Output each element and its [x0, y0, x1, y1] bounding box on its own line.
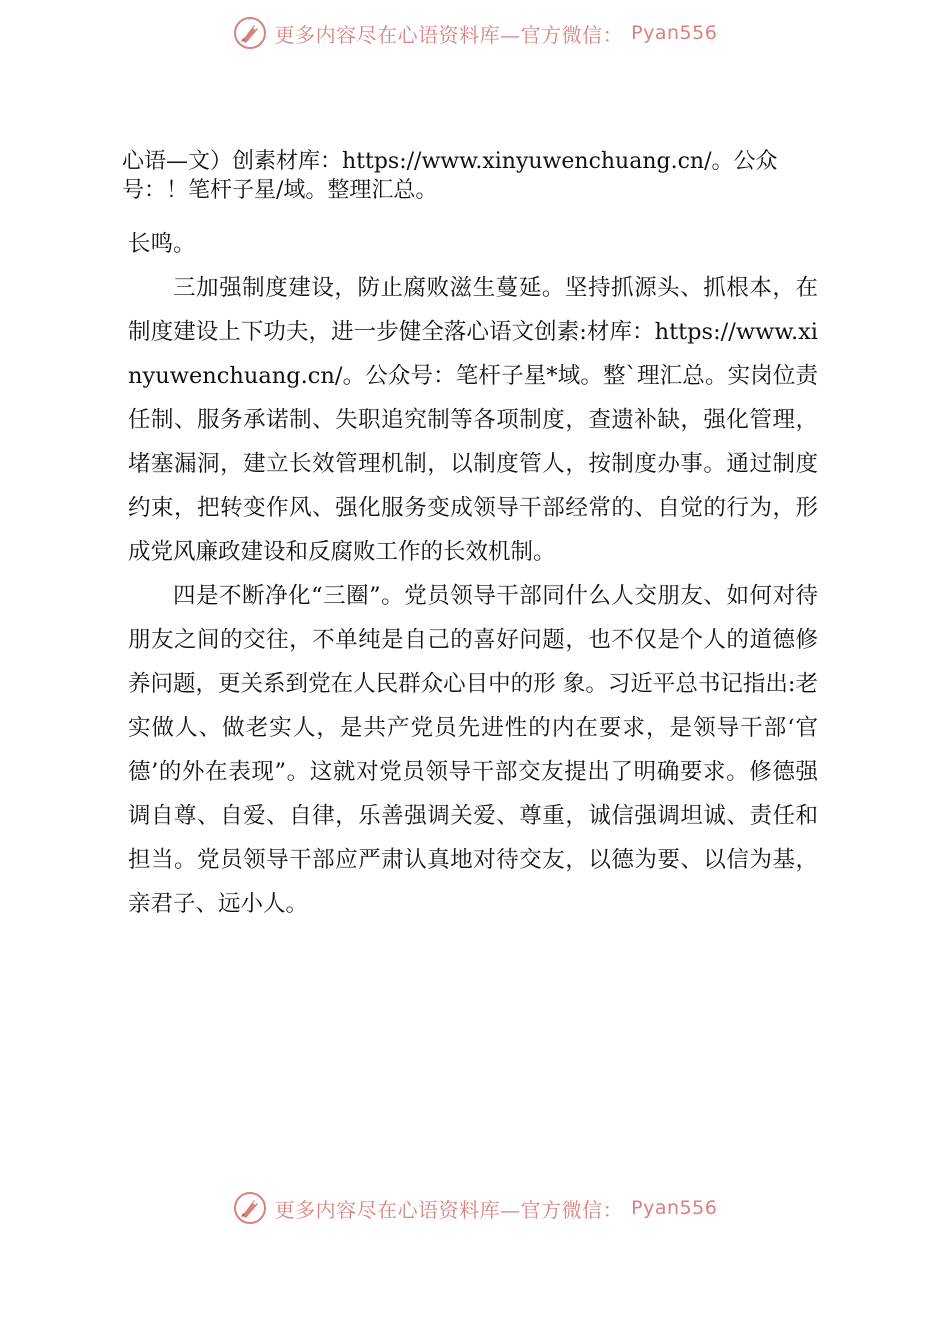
watermark-wechat-id: Pyan556	[631, 22, 718, 44]
document-body	[128, 222, 818, 926]
paragraph-three-circles: 四是不断净化“三圈”。党员领导干部同什么人交朋友、如何对待朋友之间的交往，不单纯是自己的喜好问题，也不仅是个人的道德修养问题，更关系到党在人民群众心目中的形 象。习近平总书记指出:老实做人、做老实人，是共产党员先进性的内在要求，是领导干部‘官德’的外在表现”。这就对党员领导干部交友提出了明确要求。修德强调自尊、自爱、自律，乐善强调关爱、尊重，诚信强调坦诚、责任和担当。党员领导干部应严肃认真地对待交友，以德为要、以信为基，亲君子、远小人。	[128, 583, 818, 917]
pen-nib-logo-icon	[233, 1191, 267, 1225]
watermark-text: 更多内容尽在心语资料库—官方微信：	[274, 1197, 624, 1222]
watermark-wechat-id: Pyan556	[631, 1197, 718, 1219]
lead-line: 心语—文）创素材库：https://www.xinyuwenchuang.cn/。公众号：！笔杆子星/域。整理汇总。	[122, 149, 778, 203]
header-watermark	[0, 16, 950, 50]
watermark-text: 更多内容尽在心语资料库—官方微信：	[274, 22, 624, 47]
pen-nib-logo-icon	[233, 16, 267, 50]
paragraph-system-building: 三加强制度建设，防止腐败滋生蔓延。坚持抓源头、抓根本，在制度建设上下功夫，进一步健全落心语文创素:材库：https://www.xinyuwenchuang.cn/。公众号：笔杆子星*域。整`理汇总。实岗位责任制、服务承诺制、失职追究制等各项制度，查遗补缺，强化管理，堵塞漏洞，建立长效管理机制，以制度管人，按制度办事。通过制度约束，把转变作风、强化服务变成领导干部经常的、自觉的行为，形成党风廉政建设和反腐败工作的长效机制。	[128, 275, 818, 565]
footer-watermark	[0, 1191, 950, 1225]
paragraph-continuation: 长鸣。	[128, 231, 196, 257]
